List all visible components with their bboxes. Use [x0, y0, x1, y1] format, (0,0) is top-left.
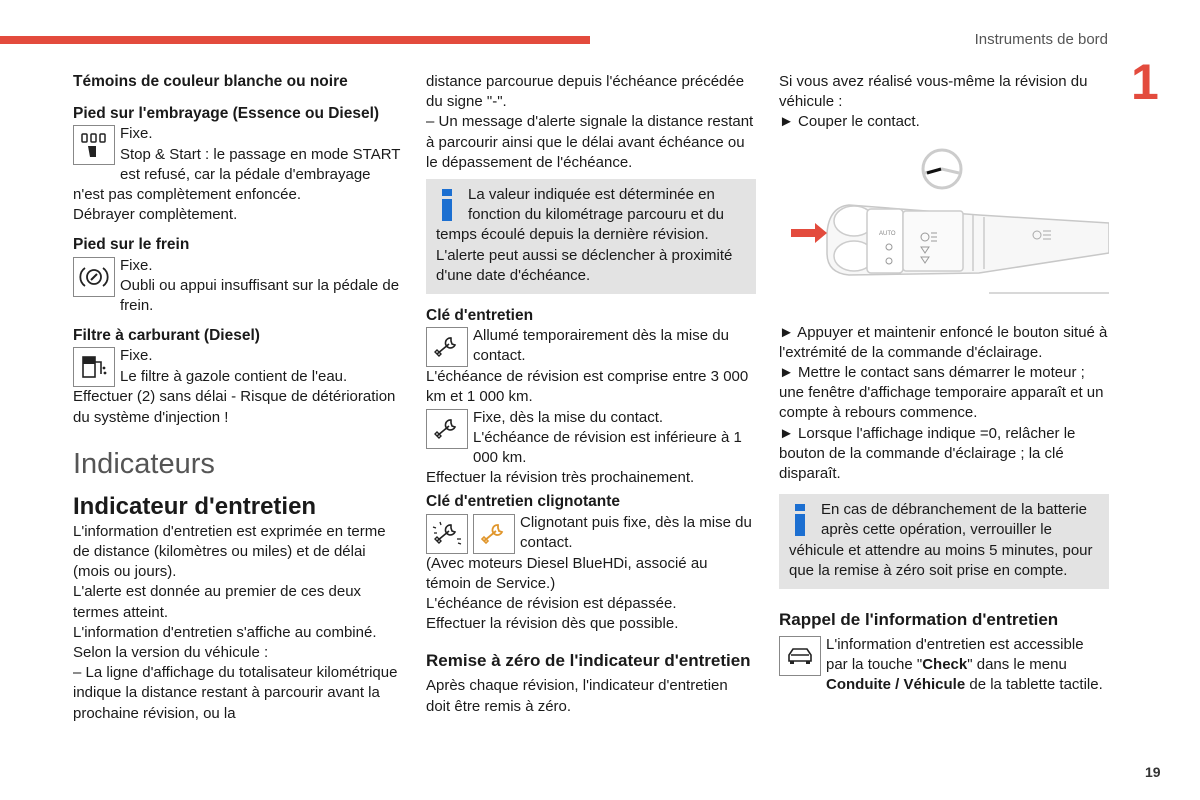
- step-1: ► Appuyer et maintenir enfoncé le bouton situé à l'extrémité de la commande d'éclairage.: [779, 323, 1108, 361]
- recall-text-a: L'information d'entretien est accessible par la touche ": [826, 636, 1084, 674]
- blink-engine: (Avec moteurs Diesel BlueHDi, associé au témoin de Service.): [426, 554, 708, 592]
- brake-pedal-icon: [73, 257, 115, 297]
- info-box-2-text: En cas de débranchement de la batterie après cette opération, verrouiller le véhicule et attendre au moins 5 minutes, pour que la remise à zéro soit prise en compte.: [789, 501, 1093, 579]
- press-arrow-icon: [791, 223, 827, 243]
- cont-paragraph-1: distance parcourue depuis l'échéance précédée du signe "-".: [426, 73, 745, 111]
- wrench-icon: [426, 409, 468, 449]
- self-paragraph-1: Si vous avez réalisé vous-même la révision du véhicule :: [779, 73, 1088, 111]
- key-less: L'échéance de révision est inférieure à 1 000 km.: [473, 428, 742, 467]
- wrench-orange-icon: [473, 514, 515, 554]
- heading-white-black: Témoins de couleur blanche ou noire: [73, 73, 348, 90]
- column-3: [779, 72, 1109, 696]
- steering-wheel-icon: [923, 150, 961, 188]
- key-soon: Effectuer la révision très prochainement.: [426, 469, 695, 487]
- recall-block: [779, 635, 1109, 696]
- recall-check-label: Check: [922, 656, 968, 674]
- lighting-stalk: [827, 205, 1109, 293]
- info-box-2: [779, 494, 1109, 589]
- heading-recall: Rappel de l'information d'entretien: [779, 610, 1059, 630]
- reset-desc: Après chaque révision, l'indicateur d'entretien doit être remis à zéro.: [426, 677, 728, 715]
- heading-clutch: Pied sur l'embrayage (Essence ou Diesel): [73, 105, 380, 123]
- heading-maintenance-indicator: Indicateur d'entretien: [73, 492, 317, 520]
- column-1: [73, 72, 403, 724]
- key-block-2: [426, 408, 756, 469]
- self-paragraph-2: ► Couper le contact.: [779, 113, 920, 131]
- info-icon: [789, 504, 813, 540]
- blink-desc: Clignotant puis fixe, dès la mise du contact.: [520, 513, 752, 551]
- heading-service-key: Clé d'entretien: [426, 307, 534, 325]
- section-title: Instruments de bord: [974, 31, 1108, 48]
- filter-action: Effectuer (2) sans délai - Risque de détérioration du système d'injection !: [73, 388, 396, 426]
- cont-paragraph-2: – Un message d'alerte signale la distance restant à parcourir ainsi que le délai avant échéance ou le dépassement de l'échéance.: [426, 113, 754, 171]
- filter-block: [73, 346, 403, 387]
- key-on-1: Allumé temporairement dès la mise du contact.: [473, 327, 729, 365]
- info-box-1: [426, 179, 756, 294]
- key-on-2: Fixe, dès la mise du contact.: [473, 408, 664, 426]
- brake-desc: Oubli ou appui insuffisant sur la pédale de frein.: [120, 276, 400, 315]
- clutch-action: Débrayer complètement.: [73, 206, 238, 224]
- info-box-1-text: La valeur indiquée est déterminée en fonction du kilométrage parcouru et du temps écoulé depuis la dernière révision. L'alerte peut aussi se déclencher à proximité d'une date d'échéance.: [436, 186, 733, 284]
- heading-indicateurs: Indicateurs: [73, 447, 215, 480]
- heading-blinking-key: Clé d'entretien clignotante: [426, 493, 621, 511]
- page-number: 19: [1145, 764, 1161, 780]
- maint-paragraph-2: L'alerte est donnée au premier de ces deux termes atteint.: [73, 583, 362, 621]
- maint-paragraph-3: L'information d'entretien s'affiche au combiné. Selon la version du véhicule :: [73, 623, 377, 662]
- info-icon: [436, 189, 460, 225]
- clutch-state: Fixe.: [120, 125, 153, 143]
- column-2: [426, 72, 756, 717]
- maint-paragraph-4: – La ligne d'affichage du totalisateur kilométrique indique la distance restant à parcourir avant la prochaine révision, ou la: [73, 664, 398, 722]
- lighting-stalk-illustration: [779, 143, 1109, 323]
- heading-reset: Remise à zéro de l'indicateur d'entretien: [426, 651, 751, 671]
- clutch-pedal-icon: [73, 125, 115, 165]
- fuel-filter-icon: [73, 347, 115, 387]
- blink-block: [426, 513, 756, 554]
- recall-menu-label: Conduite / Véhicule: [826, 676, 966, 694]
- recall-text: [779, 635, 1109, 696]
- recall-text-b: " dans le menu: [967, 656, 1067, 674]
- key-block-1: [426, 326, 756, 367]
- heading-brake: Pied sur le frein: [73, 236, 190, 254]
- blink-passed: L'échéance de révision est dépassée.: [426, 595, 677, 613]
- brake-block: [73, 256, 403, 317]
- header-accent-bar: [0, 36, 590, 44]
- filter-state: Fixe.: [120, 347, 153, 365]
- key-range: L'échéance de révision est comprise entre 3 000 km et 1 000 km.: [426, 368, 749, 406]
- wrench-blinking-icon: [426, 514, 468, 554]
- recall-text-c: de la tablette tactile.: [965, 676, 1103, 694]
- heading-fuel-filter: Filtre à carburant (Diesel): [73, 327, 260, 345]
- brake-state: Fixe.: [120, 256, 153, 274]
- blink-action: Effectuer la révision dès que possible.: [426, 615, 679, 633]
- step-3: ► Lorsque l'affichage indique =0, relâcher le bouton de la commande d'éclairage ; la clé disparaît.: [779, 424, 1076, 483]
- chapter-number: 1: [1131, 54, 1159, 110]
- clutch-block: [73, 124, 403, 205]
- svg-text:AUTO: AUTO: [879, 230, 896, 237]
- maint-paragraph-1: L'information d'entretien est exprimée en terme de distance (kilomètres ou miles) et de délai (mois ou jours).: [73, 522, 386, 581]
- clutch-desc: Stop & Start : le passage en mode START est refusé, car la pédale d'embrayage n'est pas complètement enfoncée.: [73, 145, 401, 204]
- filter-desc: Le filtre à gazole contient de l'eau.: [120, 367, 348, 385]
- wrench-icon: [426, 327, 468, 367]
- step-2: ► Mettre le contact sans démarrer le moteur ; une fenêtre d'affichage temporaire apparaît et un compte à rebours commence.: [779, 364, 1104, 422]
- car-icon: [779, 636, 821, 676]
